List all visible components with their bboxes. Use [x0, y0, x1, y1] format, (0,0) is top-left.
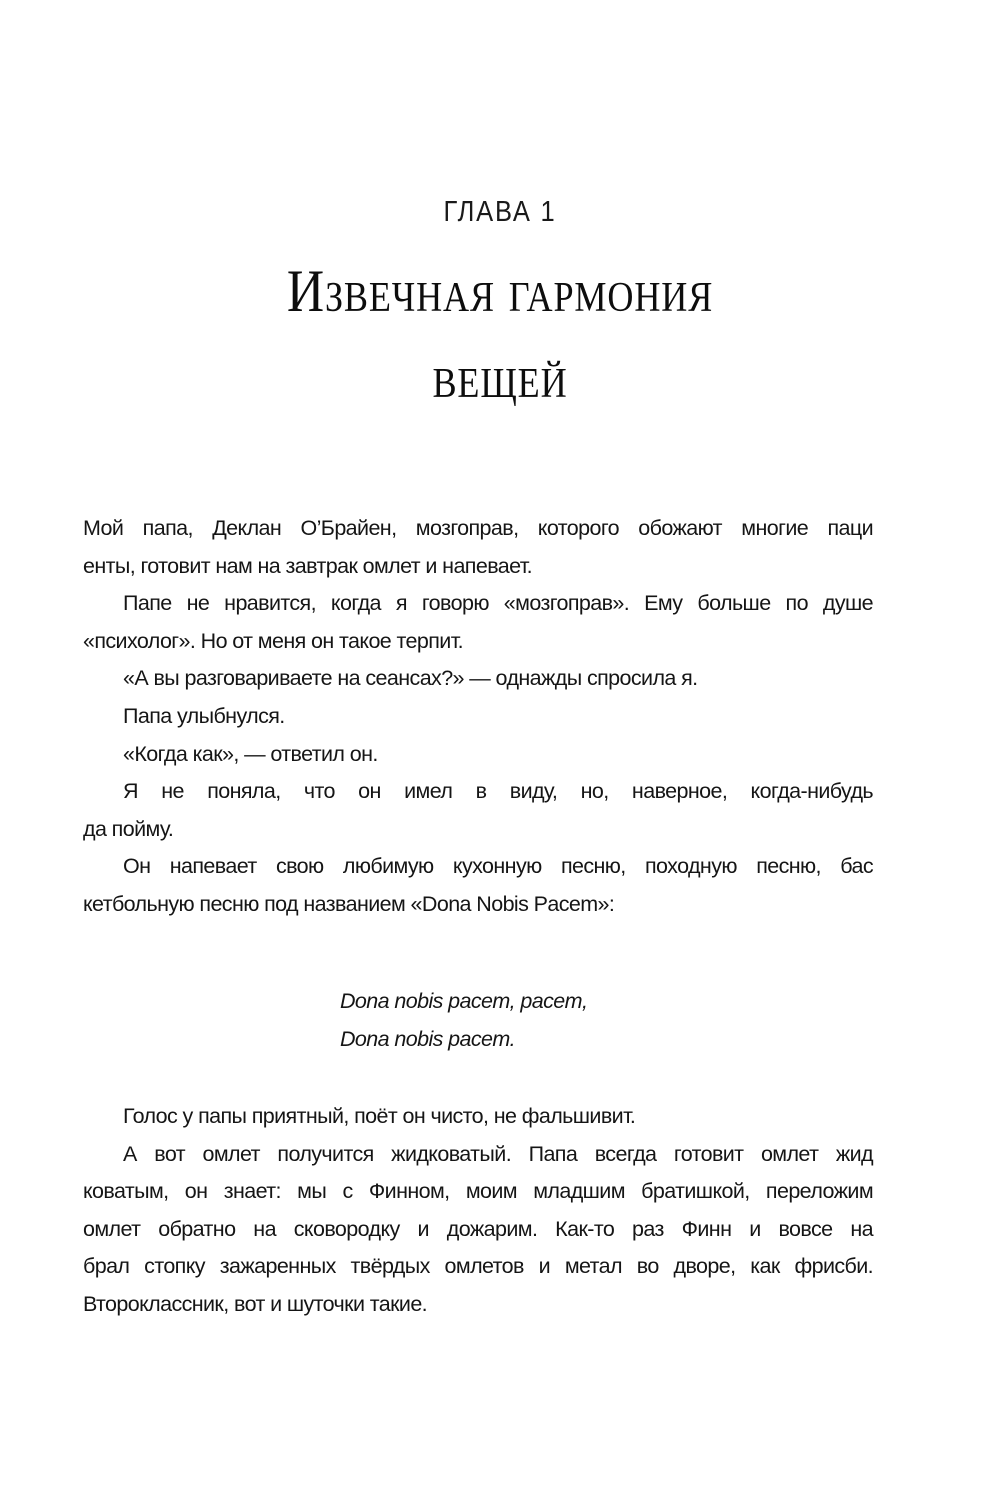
text-line: «психолог». Но от меня он такое терпит. — [83, 628, 463, 653]
chapter-title-line-2: вещей — [432, 344, 568, 410]
text-line: Мой папа, Деклан О’Брайен, мозгоправ, которого обожают многие паци — [83, 516, 873, 540]
text-line: Он напевает свою любимую кухонную песню, походную песню, бас — [123, 854, 873, 879]
chapter-title-line-1: Извечная гармония — [286, 258, 714, 324]
text-line: омлет обратно на сковородку и дожарим. Как-то раз Финн и вовсе на — [83, 1216, 873, 1241]
text-line: коватым, он знает: мы с Финном, моим младшим братишкой, переложим — [83, 1179, 873, 1204]
body-text-part-2 — [83, 1098, 873, 1324]
song-verse — [340, 983, 587, 1058]
text-line: Голос у папы приятный, поёт он чисто, не фальшивит. — [123, 1104, 636, 1128]
text-line: «А вы разговариваете на сеансах?» — однажды спросила я. — [123, 666, 698, 691]
verse-line: Dona nobis pacem, pacem, — [340, 989, 588, 1013]
text-line: кетбольную песню под названием «Dona Nobis Pacem»: — [83, 891, 615, 916]
text-line: Папе не нравится, когда я говорю «мозгоправ». Ему больше по душе — [123, 591, 873, 616]
body-text-part-1 — [83, 510, 873, 924]
text-line: А вот омлет получится жидковатый. Папа всегда готовит омлет жид — [123, 1141, 873, 1166]
text-line: енты, готовит нам на завтрак омлет и напевает. — [83, 553, 533, 578]
text-line: брал стопку зажаренных твёрдых омлетов и метал во дворе, как фрисби. — [83, 1254, 873, 1279]
chapter-title — [0, 248, 1000, 420]
text-line: да пойму. — [83, 816, 174, 841]
text-line: Папа улыбнулся. — [123, 703, 285, 728]
text-line: «Когда как», — ответил он. — [123, 741, 378, 766]
text-line: Второклассник, вот и шуточки такие. — [83, 1291, 428, 1316]
verse-line: Dona nobis pacem. — [340, 1026, 516, 1051]
chapter-number: ГЛАВА 1 — [443, 196, 557, 228]
text-line: Я не поняла, что он имел в виду, но, наверное, когда-нибудь — [123, 779, 873, 804]
